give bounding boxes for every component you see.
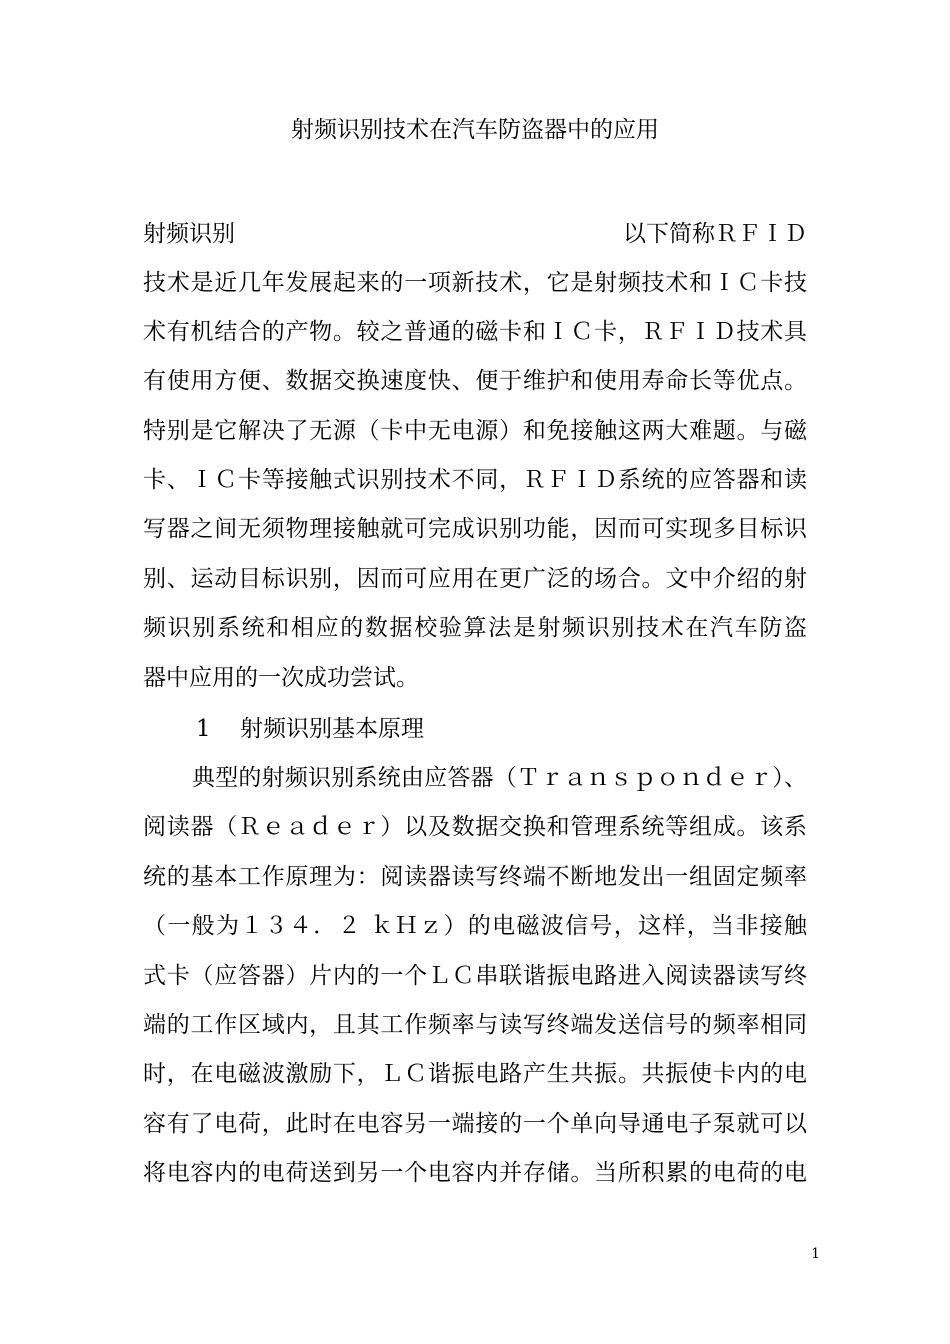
paragraph-line: 时，在电磁波激励下，ＬＣ谐振电路产生共振。共振使卡内的电	[143, 1061, 807, 1087]
document-title: 射频识别技术在汽车防盗器中的应用	[291, 117, 659, 143]
intro-first-right: 以下简称ＲＦＩＤ	[623, 221, 807, 247]
paragraph-line: 别、运动目标识别，因而可应用在更广泛的场合。文中介绍的射	[143, 566, 807, 592]
intro-first-line	[143, 216, 807, 252]
section-title: 射频识别基本原理	[240, 716, 424, 742]
page-number: 1	[811, 1246, 820, 1262]
paragraph-line: 将电容内的电荷送到另一个电容内并存储。当所积累的电荷的电	[143, 1160, 807, 1186]
paragraph-line: 典型的射频识别系统由应答器（Ｔｒａｎｓｐｏｎｄｅｒ）、	[192, 765, 807, 791]
paragraph-line: 技术是近几年发展起来的一项新技术，它是射频技术和ＩＣ卡技	[143, 270, 807, 296]
intro-first-left: 射频识别	[143, 221, 235, 247]
paragraph-line: 端的工作区域内，且其工作频率与读写终端发送信号的频率相同	[143, 1012, 807, 1038]
paragraph-line: 写器之间无须物理接触就可完成识别功能，因而可实现多目标识	[143, 516, 807, 542]
paragraph-line: 器中应用的一次成功尝试。	[143, 665, 419, 691]
paragraph-line: 式卡（应答器）片内的一个ＬＣ串联谐振电路进入阅读器读写终	[143, 963, 807, 989]
paragraph-line: 特别是它解决了无源（卡中无电源）和免接触这两大难题。与磁	[143, 418, 807, 444]
paragraph-line: 卡、ＩＣ卡等接触式识别技术不同，ＲＦＩＤ系统的应答器和读	[143, 467, 807, 493]
paragraph-line: 频识别系统和相应的数据校验算法是射频识别技术在汽车防盗	[143, 615, 807, 641]
paragraph-line: 统的基本工作原理为：阅读器读写终端不断地发出一组固定频率	[143, 864, 807, 890]
paragraph-line: （一般为１３４．２ ｋＨｚ）的电磁波信号，这样，当非接触	[143, 913, 807, 939]
paragraph-line: 阅读器（Ｒｅａｄｅｒ）以及数据交换和管理系统等组成。该系	[143, 814, 807, 840]
section-number: 1	[196, 716, 211, 742]
paragraph-line: 有使用方便、数据交换速度快、便于维护和使用寿命长等优点。	[143, 368, 807, 394]
paragraph-line: 容有了电荷，此时在电容另一端接的一个单向导通电子泵就可以	[143, 1111, 807, 1137]
paragraph-line: 术有机结合的产物。较之普通的磁卡和ＩＣ卡，ＲＦＩＤ技术具	[143, 319, 807, 345]
